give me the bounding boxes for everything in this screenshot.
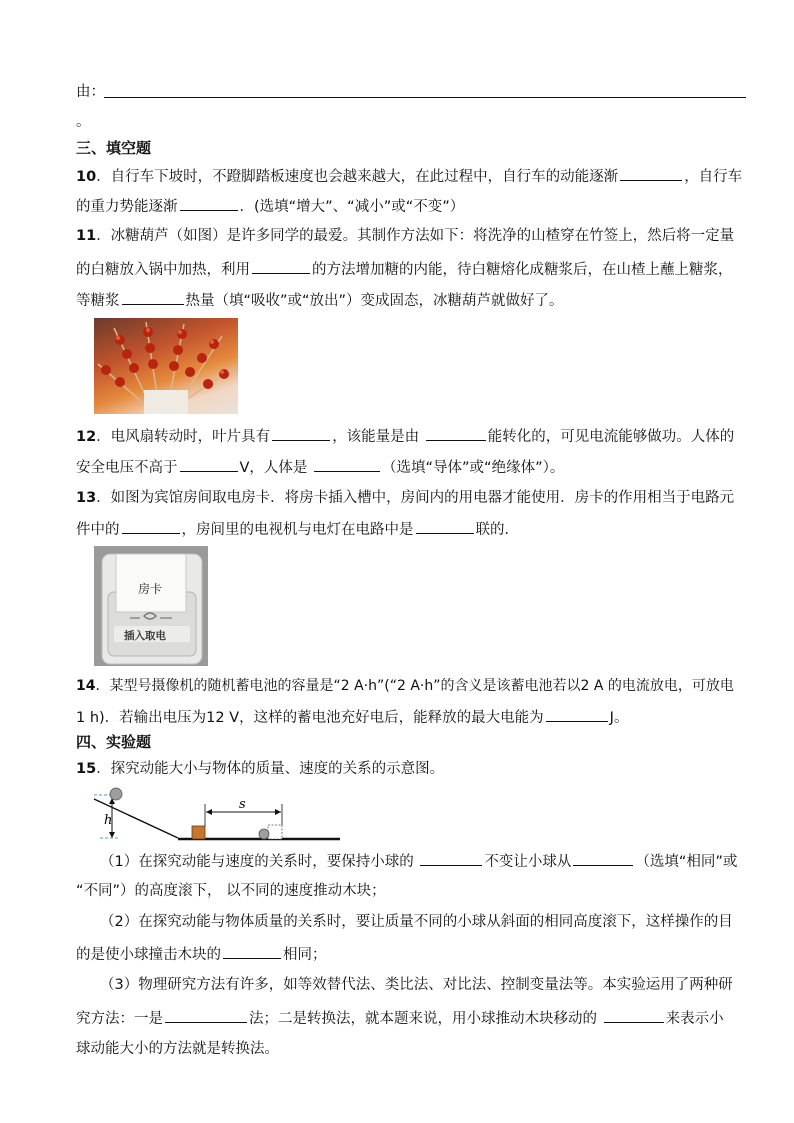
answer-blank[interactable] bbox=[223, 943, 281, 959]
ball-at-block bbox=[259, 829, 269, 839]
tanghulu-image bbox=[94, 318, 238, 414]
q9-period: 。 bbox=[76, 114, 91, 130]
answer-blank[interactable] bbox=[180, 456, 238, 472]
q10-line2: 的重力势能逐渐 ．(选填“增大”、“减小”或“不变”） bbox=[76, 195, 464, 217]
answer-blank[interactable] bbox=[604, 1007, 664, 1023]
q15-part3-line2: 究方法：一是 法；二是转换法，就本题来说，用小球推动木块移动的 来表示小 bbox=[76, 1007, 724, 1029]
q15-part3-line3: 球动能大小的方法就是转换法。 bbox=[76, 1041, 279, 1057]
answer-blank[interactable] bbox=[180, 195, 238, 211]
q15-part2-line1: （2）在探究动能与物体质量的关系时，要让质量不同的小球从斜面的相同高度滚下，这样操作的目 bbox=[100, 914, 733, 930]
section-title-fill-in: 三、填空题 bbox=[76, 139, 152, 157]
q15-intro: 15．探究动能大小与物体的质量、速度的关系的示意图。 bbox=[76, 761, 445, 777]
answer-blank[interactable] bbox=[546, 706, 608, 722]
ball-on-ramp bbox=[110, 788, 122, 800]
q11-line3: 等糖浆 热量（填“吸收”或“放出”）变成固态，冰糖葫芦就做好了。 bbox=[76, 289, 564, 311]
q12-line2: 安全电压不高于 V，人体是 （选填“导体”或“绝缘体”）。 bbox=[76, 456, 564, 478]
answer-blank[interactable] bbox=[420, 850, 482, 866]
answer-blank[interactable] bbox=[314, 456, 380, 472]
answer-blank[interactable] bbox=[165, 1007, 247, 1023]
tanghulu-photo bbox=[94, 318, 238, 414]
q15-part3-line1: （3）物理研究方法有许多，如等效替代法、类比法、对比法、控制变量法等。本实验运用了两种研 bbox=[100, 977, 733, 993]
q15-part1-line1: （1）在探究动能与速度的关系时，要保持小球的 不变让小球从 （选填“相同”或 bbox=[100, 850, 737, 872]
question-number: 11 bbox=[76, 228, 97, 244]
answer-blank[interactable] bbox=[122, 289, 184, 305]
q12-line1: 12．电风扇转动时，叶片具有 ，该能量是由 能转化的，可见电流能够做功。人体的 bbox=[76, 425, 734, 447]
q13-line1: 13．如图为宾馆房间取电房卡．将房卡插入槽中，房间内的用电器才能使用．房卡的作用相当于电路元 bbox=[76, 490, 735, 506]
q9-reason-line: 由： bbox=[76, 84, 105, 100]
answer-blank[interactable] bbox=[426, 425, 486, 441]
question-number: 13 bbox=[76, 490, 97, 506]
question-number: 12 bbox=[76, 429, 97, 445]
q10-line1: 10．自行车下坡时，不蹬脚踏板速度也会越来越大，在此过程中，自行车的动能逐渐 ，自行车 bbox=[76, 165, 742, 187]
question-number: 14 bbox=[76, 678, 96, 694]
wooden-block-end bbox=[268, 825, 282, 839]
slot-label: 插入取电 bbox=[124, 630, 166, 642]
q11-line1: 11．冰糖葫芦（如图）是许多同学的最爱。其制作方法如下：将洗净的山楂穿在竹签上，然后将一定量 bbox=[76, 228, 735, 244]
answer-blank[interactable] bbox=[416, 518, 474, 534]
question-number: 10 bbox=[76, 169, 97, 185]
answer-blank[interactable] bbox=[252, 258, 310, 274]
kinetic-energy-diagram bbox=[92, 784, 344, 844]
q14-line1: 14．某型号摄像机的随机蓄电池的容量是“2 A·h”(“2 A·h”的含义是该蓄电池若以2 A 的电流放电，可放电 bbox=[76, 678, 734, 694]
wooden-block-start bbox=[192, 826, 205, 839]
q9-reason-blank[interactable] bbox=[104, 97, 746, 98]
q13-line2: 件中的 ，房间里的电视机与电灯在电路中是 联的． bbox=[76, 518, 519, 540]
answer-blank[interactable] bbox=[122, 518, 180, 534]
answer-blank[interactable] bbox=[620, 165, 682, 181]
section-title-experiment: 四、实验题 bbox=[76, 733, 152, 751]
answer-blank[interactable] bbox=[272, 425, 330, 441]
height-label: h bbox=[104, 813, 113, 828]
q15-part1-line2: “不同”）的高度滚下， 以不同的速度推动木块； bbox=[76, 883, 386, 899]
distance-label: s bbox=[239, 797, 246, 812]
q11-line2: 的白糖放入锅中加热，利用 的方法增加糖的内能，待白糖熔化成糖浆后，在山楂上蘸上糖浆， bbox=[76, 258, 733, 280]
question-number: 15 bbox=[76, 761, 97, 777]
room-card-photo bbox=[94, 546, 208, 666]
answer-blank[interactable] bbox=[573, 850, 633, 866]
room-card-image bbox=[94, 546, 208, 666]
q14-line2: 1 h)．若输出电压为12 V，这样的蓄电池充好电后，能释放的最大电能为 J。 bbox=[76, 706, 628, 728]
q15-part2-line2: 的是使小球撞击木块的 相同； bbox=[76, 943, 327, 965]
card-label: 房卡 bbox=[138, 582, 163, 596]
